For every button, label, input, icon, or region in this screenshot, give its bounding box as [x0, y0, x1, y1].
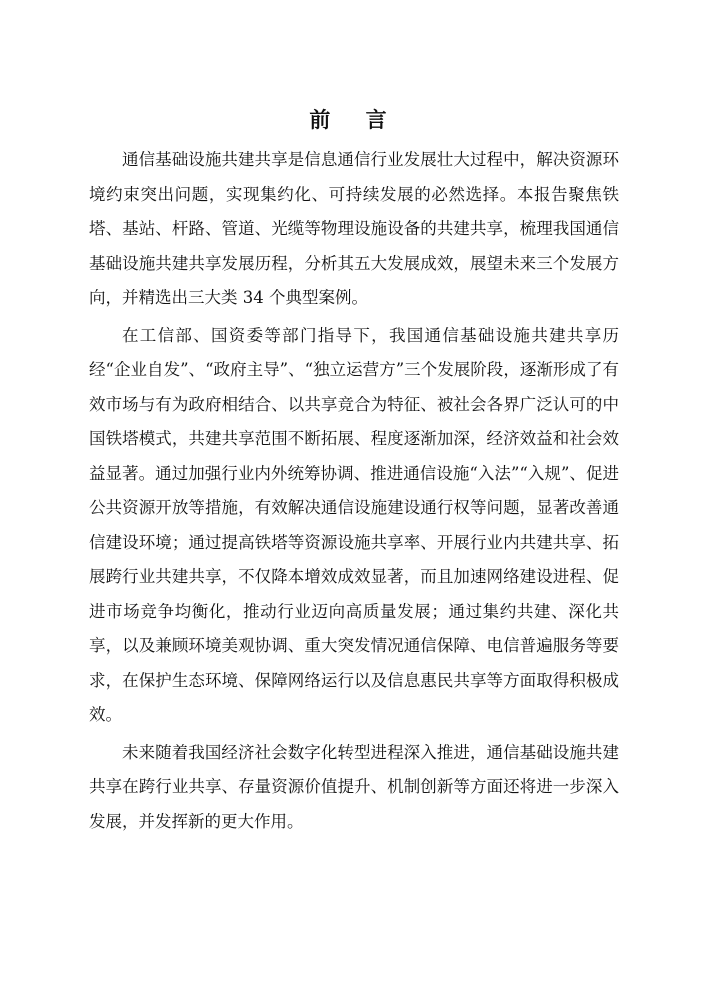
paragraph-3: 未来随着我国经济社会数字化转型进程深入推进，通信基础设施共建共享在跨行业共享、存量资源价值提升、机制创新等方面还将进一步深入发展，并发挥新的更大作用。 — [89, 742, 619, 831]
page-title: 前 言 — [309, 108, 401, 132]
paragraph-1: 通信基础设施共建共享是信息通信行业发展壮大过程中，解决资源环境约束突出问题，实现集约化、可持续发展的必然选择。本报告聚焦铁塔、基站、杆路、管道、光缆等物理设施设备的共建共享，梳理我国通信基础设施共建共享发展历程，分析其五大发展成效，展望未来三个发展方向，并精选出三大类 34 个典型案例。 — [89, 150, 619, 307]
document-body — [89, 143, 619, 842]
paragraph-2: 在工信部、国资委等部门指导下，我国通信基础设施共建共享历经“企业自发”、“政府主导”、“独立运营方”三个发展阶段，逐渐形成了有效市场与有为政府相结合、以共享竞合为特征、被社会各界广泛认可的中国铁塔模式，共建共享范围不断拓展、程度逐渐加深，经济效益和社会效益显著。通过加强行业内外统筹协调、推进通信设施“入法”“入规”、促进公共资源开放等措施，有效解决通信设施建设通行权等问题，显著改善通信建设环境；通过提高铁塔等资源设施共享率、开展行业内共建共享、拓展跨行业共建共享，不仅降本增效成效显著，而且加速网络建设进程、促进市场竞争均衡化，推动行业迈向高质量发展；通过集约共建、深化共享，以及兼顾环境美观协调、重大突发情况通信保障、电信普遍服务等要求，在保护生态环境、保障网络运行以及信息惠民共享等方面取得积极成效。 — [89, 325, 619, 724]
